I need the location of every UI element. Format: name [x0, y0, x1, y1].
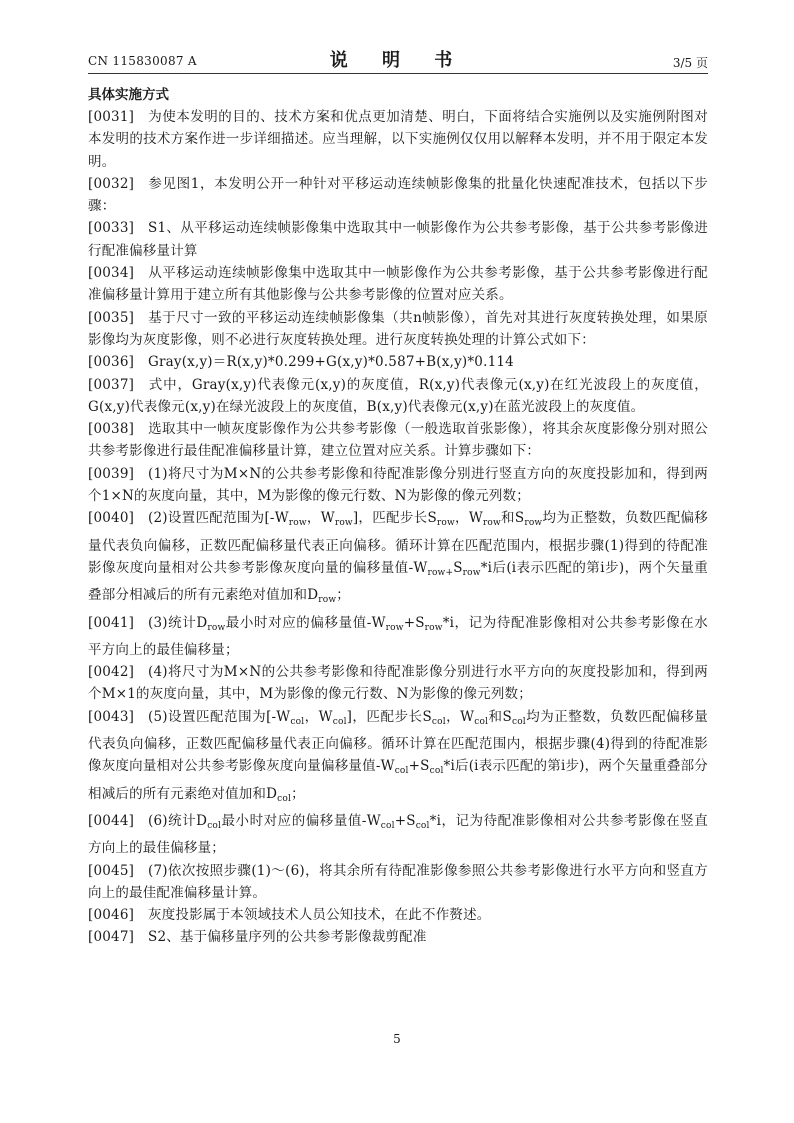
subscript: row+ — [427, 567, 454, 578]
paragraph-0037 — [88, 374, 708, 419]
subscript: row — [288, 518, 307, 529]
text-segment: +S — [408, 758, 430, 775]
text-segment: 均为正整数，负数匹配偏移量代表负向偏移，正数匹配偏移量代表正向偏移。循环计算在匹配范围内，根据步骤(1)得到的待配准影像灰度向量相对公共参考影像灰度向量的偏移量值-W — [88, 510, 709, 576]
text-segment: +S — [394, 812, 416, 829]
paragraph-0032 — [88, 173, 708, 218]
paragraph-0044 — [88, 810, 708, 860]
paragraph-number: [0042] — [88, 664, 135, 681]
page-header — [88, 44, 708, 74]
paragraph-number: [0037] — [88, 376, 135, 393]
subscript: row — [424, 622, 443, 633]
text-segment: (3)统计D — [148, 614, 208, 631]
paragraph-text: 参见图1，本发明公开一种针对平移运动连续帧影像集的批量化快速配准技术，包括以下步骤： — [88, 175, 708, 215]
text-segment: ，W — [454, 510, 483, 527]
paragraph-text: 选取其中一帧灰度影像作为公共参考影像（一般选取首张影像），将其余灰度影像分别对照公共参考影像进行最佳配准偏移量计算，建立位置对应关系。计算步骤如下： — [88, 421, 708, 460]
text-segment: (2)设置匹配范围为[-W — [148, 510, 289, 527]
subscript: col — [380, 820, 395, 831]
subscript: col — [431, 716, 446, 727]
paragraph-number: [0039] — [88, 465, 135, 482]
paragraph-number: [0036] — [88, 354, 135, 371]
header-rule — [88, 73, 708, 74]
paragraph-number: [0043] — [88, 708, 135, 725]
paragraph-text: 灰度投影属于本领域技术人员公知技术，在此不作赘述。 — [148, 907, 491, 924]
text-segment: *i，记为待配准影像相对公共参考影像在竖直方向上的最佳偏移量； — [88, 812, 708, 857]
text-segment: *i，记为待配准影像相对公共参考影像在水平方向上的最佳偏移量； — [88, 614, 708, 658]
text-segment: 和S — [488, 708, 512, 725]
paragraph-text: 基于尺寸一致的平移运动连续帧影像集（共n帧影像），首先对其进行灰度转换处理，如果原影像均为灰度影像，则不必进行灰度转换处理。进行灰度转换处理的计算公式如下： — [88, 309, 708, 348]
paragraph-0045 — [88, 860, 708, 905]
paragraph-number: [0035] — [88, 309, 135, 326]
paragraph-0033 — [88, 217, 708, 262]
text-segment: +S — [403, 614, 425, 631]
paragraph-number: [0032] — [88, 175, 135, 192]
subscript: row — [207, 622, 226, 633]
text-segment: S — [453, 559, 463, 576]
paragraph-number: [0041] — [88, 614, 135, 631]
subscript: col — [277, 793, 292, 804]
paragraph-0046 — [88, 904, 708, 926]
subscript: row — [462, 567, 481, 578]
text-segment: ； — [291, 785, 305, 802]
subscript: row — [436, 518, 455, 529]
text-segment: ，W — [304, 708, 333, 725]
paragraph-0034 — [88, 262, 708, 307]
paragraph-0038 — [88, 418, 708, 463]
text-segment: 最小时对应的偏移量值-W — [225, 614, 386, 631]
text-segment: *i后(i表示匹配的第i步)，两个矢量重叠部分相减后的所有元素绝对值加和D — [88, 559, 708, 604]
subscript: row — [385, 622, 404, 633]
paragraph-number: [0031] — [88, 109, 135, 125]
text-segment: ； — [336, 587, 350, 604]
text-segment: ]，匹配步长S — [346, 708, 432, 725]
paragraph-text: S2、基于偏移量序列的公共参考影像裁剪配准 — [148, 929, 427, 946]
subscript: col — [511, 716, 526, 727]
paragraph-0047 — [88, 926, 708, 948]
text-segment: *i后(i表示匹配的第i步)，两个矢量重叠部分相减后的所有元素绝对值加和D — [88, 758, 708, 802]
subscript: col — [415, 820, 430, 831]
paragraph-0040 — [88, 507, 708, 611]
paragraph-number: [0038] — [88, 421, 135, 438]
paragraph-text: (4)将尺寸为M×N的公共参考影像和待配准影像分别进行水平方向的灰度投影加和，得到两个M×1的灰度向量，其中，M为影像的像元行数、N为影像的像元列数； — [88, 664, 708, 703]
page-number: 5 — [393, 1032, 401, 1046]
text-segment: (6)统计D — [148, 812, 208, 829]
paragraph-0041 — [88, 612, 708, 662]
section-title: 具体实施方式 — [88, 87, 169, 103]
subscript: col — [474, 716, 489, 727]
paragraph-0042 — [88, 661, 708, 706]
document-title: 说 明 书 — [329, 50, 467, 71]
text-segment: 均为正整数，负数匹配偏移量代表负向偏移，正数匹配偏移量代表正向偏移。循环计算在匹配范围内，根据步骤(4)得到的待配准影像灰度向量相对公共参考影像灰度向量偏移量值-W — [88, 708, 708, 775]
text-segment: 最小时对应的偏移量值-W — [221, 812, 381, 829]
text-segment: (5)设置匹配范围为[-W — [148, 708, 291, 725]
subscript: col — [394, 766, 409, 777]
paragraph-text: 式中，Gray(x,y)代表像元(x,y)的灰度值，R(x,y)代表像元(x,y)在红光波段上的灰度值，G(x,y)代表像元(x,y)在绿光波段上的灰度值，B(x,y)代表像元(x,y)在蓝光波段上的灰度值。 — [88, 376, 708, 415]
paragraph-number: [0046] — [88, 907, 135, 924]
document-body — [88, 84, 708, 949]
page-indicator: 3/5 页 — [672, 56, 708, 70]
paragraph-text: (7)依次按照步骤(1)～(6)，将其余所有待配准影像参照公共参考影像进行水平方向和竖直方向上的最佳配准偏移量计算。 — [88, 862, 708, 901]
text-segment: ，W — [445, 708, 475, 725]
paragraph-0043 — [88, 706, 708, 810]
subscript: row — [318, 595, 337, 606]
subscript: col — [290, 716, 305, 727]
paragraph-number: [0040] — [88, 510, 135, 527]
paragraph-text: (1)将尺寸为M×N的公共参考影像和待配准影像分别进行竖直方向的灰度投影加和，得到两个1×N的灰度向量，其中，M为影像的像元行数、N为影像的像元列数； — [88, 465, 708, 505]
paragraph-text: 从平移运动连续帧影像集中选取其中一帧影像作为公共参考影像，基于公共参考影像进行配准偏移量计算用于建立所有其他影像与公共参考影像的位置对应关系。 — [88, 265, 708, 304]
text-segment: 和S — [500, 510, 525, 527]
text-segment: ，W — [306, 510, 335, 527]
subscript: col — [429, 766, 444, 777]
subscript: row — [524, 518, 543, 529]
paragraph-number: [0045] — [88, 862, 135, 879]
publication-number: CN 115830087 A — [88, 54, 197, 68]
paragraph-0035 — [88, 307, 708, 352]
paragraph-number: [0034] — [88, 265, 135, 282]
subscript: col — [207, 820, 222, 831]
text-segment: ]，匹配步长S — [352, 510, 437, 527]
paragraph-number: [0033] — [88, 220, 135, 237]
paragraph-0036 — [88, 351, 708, 373]
formula-text: Gray(x,y)＝R(x,y)*0.299+G(x,y)*0.587+B(x,y)*0.114 — [148, 354, 514, 371]
subscript: row — [482, 518, 501, 529]
paragraph-0039 — [88, 463, 708, 508]
paragraph-0031 — [88, 106, 708, 173]
subscript: row — [334, 518, 353, 529]
subscript: col — [332, 716, 347, 727]
paragraph-text: S1、从平移运动连续帧影像集中选取其中一帧影像作为公共参考影像，基于公共参考影像进行配准偏移量计算 — [88, 220, 708, 259]
paragraph-text: 为使本发明的目的、技术方案和优点更加清楚、明白，下面将结合实施例以及实施例附图对本发明的技术方案作进一步详细描述。应当理解，以下实施例仅仅用以解释本发明，并不用于限定本发明。 — [88, 109, 708, 170]
paragraph-number: [0047] — [88, 929, 135, 946]
paragraph-number: [0044] — [88, 812, 135, 829]
